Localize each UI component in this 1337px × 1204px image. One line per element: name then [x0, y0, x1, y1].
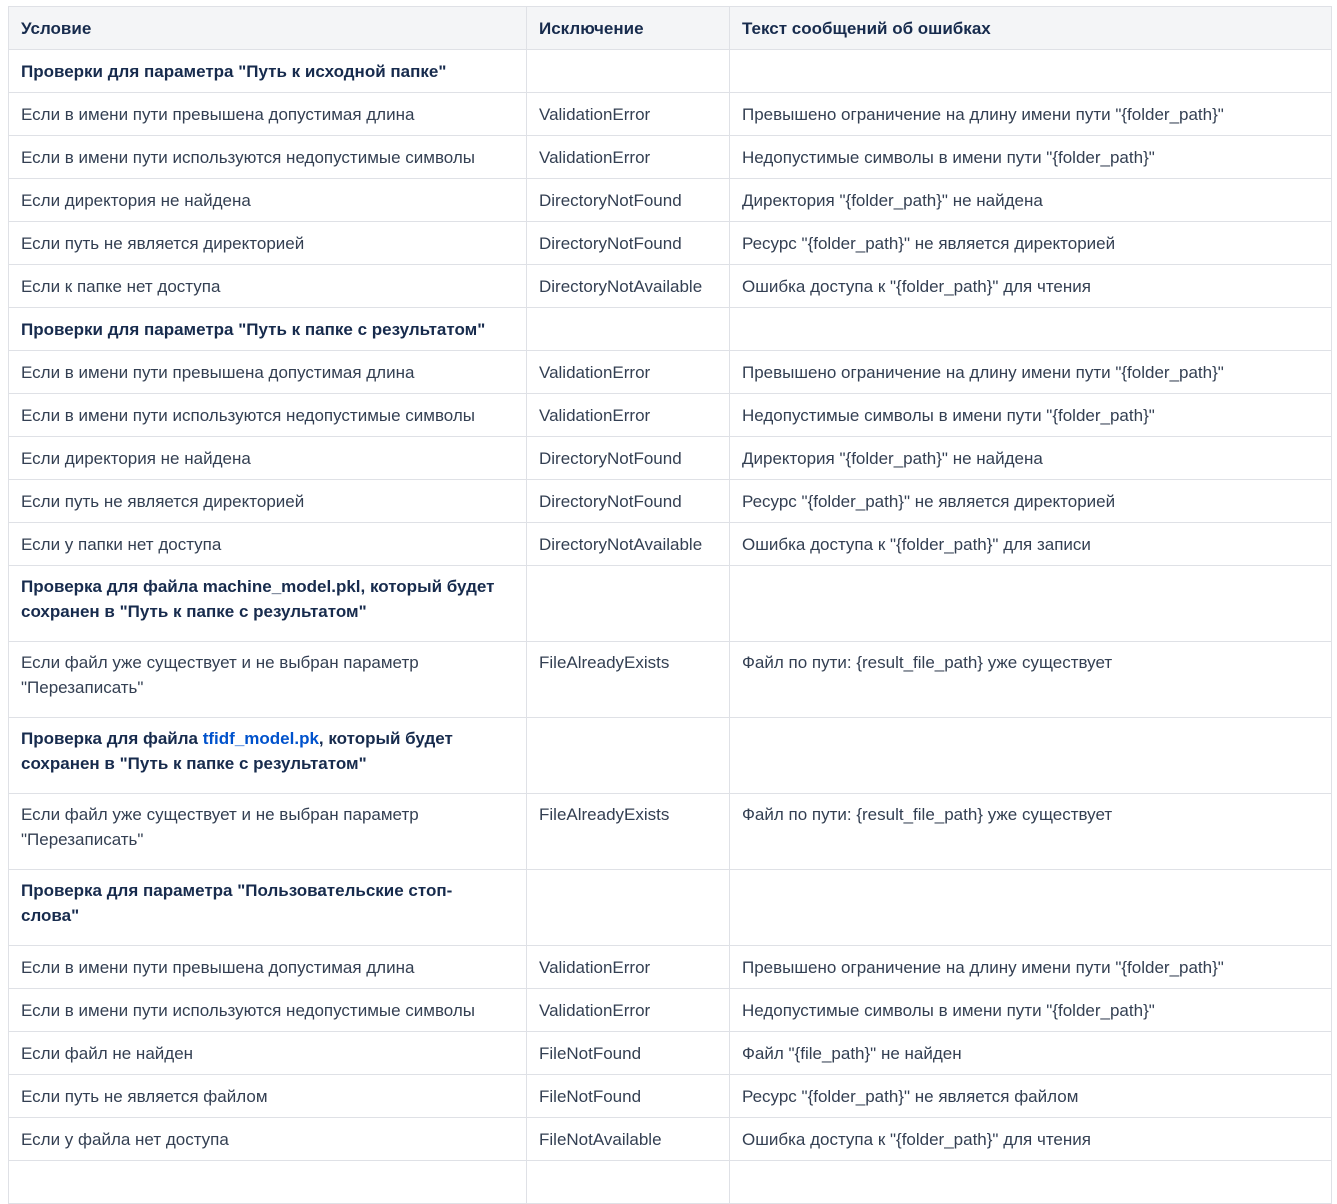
section-title-prefix: Проверка для файла	[21, 729, 203, 748]
message-cell: Недопустимые символы в имени пути "{folder_path}"	[730, 136, 1332, 179]
message-cell: Директория "{folder_path}" не найдена	[730, 179, 1332, 222]
message-cell	[730, 718, 1332, 794]
condition-cell: Если в имени пути превышена допустимая длина	[9, 946, 527, 989]
exception-cell: ValidationError	[527, 93, 730, 136]
message-cell	[730, 1161, 1332, 1204]
section-row-result-folder	[9, 308, 1332, 351]
header-message: Текст сообщений об ошибках	[730, 7, 1332, 50]
exception-cell: DirectoryNotAvailable	[527, 523, 730, 566]
condition-line: "Перезаписать"	[21, 678, 144, 697]
section-title-line: сохранен в "Путь к папке с результатом"	[21, 602, 367, 621]
section-row-stopwords	[9, 870, 1332, 946]
message-cell: Превышено ограничение на длину имени пути "{folder_path}"	[730, 946, 1332, 989]
condition-cell: Если путь не является файлом	[9, 1075, 527, 1118]
message-cell	[730, 566, 1332, 642]
condition-cell: Если в имени пути используются недопустимые символы	[9, 394, 527, 437]
message-cell: Ошибка доступа к "{folder_path}" для чтения	[730, 265, 1332, 308]
condition-line: Если файл уже существует и не выбран параметр	[21, 653, 419, 672]
section-title: Проверки для параметра "Путь к исходной папке"	[9, 50, 527, 93]
table-row	[9, 222, 1332, 265]
section-title	[9, 718, 527, 794]
condition-cell: Если директория не найдена	[9, 437, 527, 480]
message-cell: Файл по пути: {result_file_path} уже существует	[730, 794, 1332, 870]
section-row-source-folder	[9, 50, 1332, 93]
exception-cell	[527, 718, 730, 794]
table-row	[9, 989, 1332, 1032]
condition-cell	[9, 642, 527, 718]
condition-line: "Перезаписать"	[21, 830, 144, 849]
table-row	[9, 523, 1332, 566]
exception-cell: DirectoryNotFound	[527, 179, 730, 222]
section-title: Проверки для параметра "Путь к папке с результатом"	[9, 308, 527, 351]
condition-cell: Если в имени пути используются недопустимые символы	[9, 136, 527, 179]
header-exception: Исключение	[527, 7, 730, 50]
table-row	[9, 794, 1332, 870]
message-cell: Недопустимые символы в имени пути "{folder_path}"	[730, 394, 1332, 437]
section-title-line: слова"	[21, 906, 80, 925]
condition-cell: Если путь не является директорией	[9, 480, 527, 523]
exception-cell: FileNotAvailable	[527, 1118, 730, 1161]
table-row	[9, 136, 1332, 179]
table-row	[9, 1032, 1332, 1075]
tfidf-model-link[interactable]: tfidf_model.pk	[202, 729, 319, 748]
message-cell: Ресурс "{folder_path}" не является директорией	[730, 222, 1332, 265]
table-row	[9, 1118, 1332, 1161]
section-title-suffix: , который будет	[318, 729, 453, 748]
message-cell: Ошибка доступа к "{folder_path}" для чтения	[730, 1118, 1332, 1161]
exception-cell: DirectoryNotFound	[527, 480, 730, 523]
condition-cell: Если в имени пути используются недопустимые символы	[9, 989, 527, 1032]
exception-cell: DirectoryNotFound	[527, 222, 730, 265]
exception-cell	[527, 50, 730, 93]
exception-cell: ValidationError	[527, 989, 730, 1032]
table-row-partial	[9, 1161, 1332, 1204]
condition-cell: Если у файла нет доступа	[9, 1118, 527, 1161]
table-row	[9, 480, 1332, 523]
section-title-line: Проверка для параметра "Пользовательские стоп-	[21, 881, 453, 900]
table-row	[9, 93, 1332, 136]
table-row	[9, 265, 1332, 308]
exception-cell: ValidationError	[527, 136, 730, 179]
exception-cell: FileAlreadyExists	[527, 794, 730, 870]
table-row	[9, 642, 1332, 718]
error-conditions-table-wrapper	[8, 6, 1331, 1204]
section-row-machine-model	[9, 566, 1332, 642]
exception-cell	[527, 870, 730, 946]
message-cell: Ошибка доступа к "{folder_path}" для записи	[730, 523, 1332, 566]
section-title	[9, 870, 527, 946]
section-row-tfidf-model	[9, 718, 1332, 794]
section-title	[9, 566, 527, 642]
message-cell: Файл "{file_path}" не найден	[730, 1032, 1332, 1075]
exception-cell: ValidationError	[527, 394, 730, 437]
message-cell: Директория "{folder_path}" не найдена	[730, 437, 1332, 480]
exception-cell: FileNotFound	[527, 1032, 730, 1075]
table-row	[9, 179, 1332, 222]
exception-cell: ValidationError	[527, 351, 730, 394]
message-cell	[730, 870, 1332, 946]
table-row	[9, 1075, 1332, 1118]
condition-cell: Если в имени пути превышена допустимая длина	[9, 351, 527, 394]
section-title-line: сохранен в "Путь к папке с результатом"	[21, 754, 367, 773]
condition-cell: Если у папки нет доступа	[9, 523, 527, 566]
condition-cell: Если к папке нет доступа	[9, 265, 527, 308]
message-cell: Ресурс "{folder_path}" не является директорией	[730, 480, 1332, 523]
exception-cell: DirectoryNotFound	[527, 437, 730, 480]
condition-line: Если файл уже существует и не выбран параметр	[21, 805, 419, 824]
condition-cell	[9, 1161, 527, 1204]
message-cell: Превышено ограничение на длину имени пути "{folder_path}"	[730, 93, 1332, 136]
exception-cell: FileAlreadyExists	[527, 642, 730, 718]
message-cell: Недопустимые символы в имени пути "{folder_path}"	[730, 989, 1332, 1032]
message-cell	[730, 50, 1332, 93]
exception-cell	[527, 1161, 730, 1204]
header-condition: Условие	[9, 7, 527, 50]
condition-cell: Если путь не является директорией	[9, 222, 527, 265]
exception-cell	[527, 308, 730, 351]
exception-cell: DirectoryNotAvailable	[527, 265, 730, 308]
message-cell: Ресурс "{folder_path}" не является файлом	[730, 1075, 1332, 1118]
message-cell: Файл по пути: {result_file_path} уже существует	[730, 642, 1332, 718]
table-row	[9, 946, 1332, 989]
message-cell	[730, 308, 1332, 351]
error-conditions-table	[8, 6, 1332, 1204]
exception-cell: ValidationError	[527, 946, 730, 989]
table-row	[9, 394, 1332, 437]
table-header-row	[9, 7, 1332, 50]
section-title-line: Проверка для файла machine_model.pkl, который будет	[21, 577, 495, 596]
exception-cell	[527, 566, 730, 642]
condition-cell	[9, 794, 527, 870]
table-row	[9, 437, 1332, 480]
condition-cell: Если директория не найдена	[9, 179, 527, 222]
condition-cell: Если файл не найден	[9, 1032, 527, 1075]
exception-cell: FileNotFound	[527, 1075, 730, 1118]
table-row	[9, 351, 1332, 394]
message-cell: Превышено ограничение на длину имени пути "{folder_path}"	[730, 351, 1332, 394]
condition-cell: Если в имени пути превышена допустимая длина	[9, 93, 527, 136]
